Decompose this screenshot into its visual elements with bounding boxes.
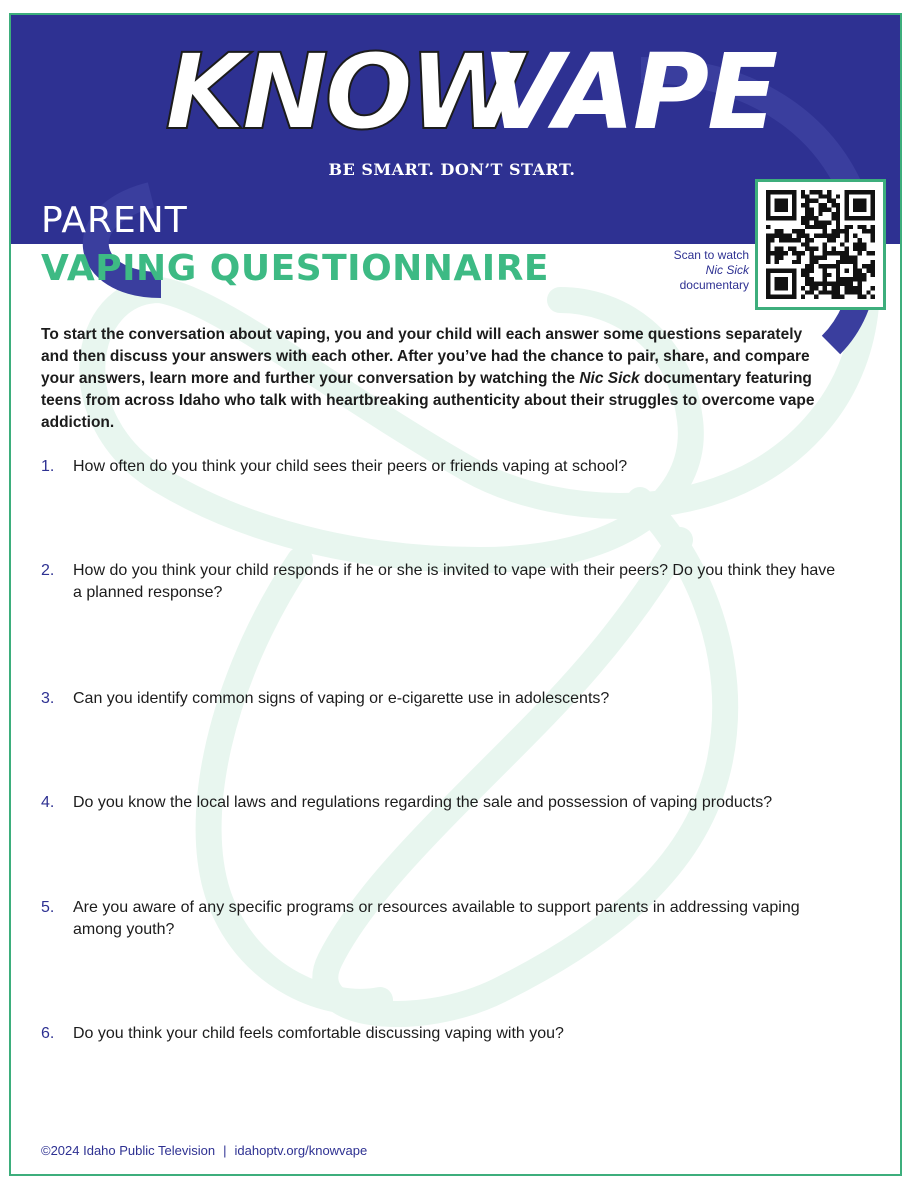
qr-module [831,234,835,238]
know-vape-logo [165,30,777,153]
qr-module [810,251,814,255]
intro-text-part1: To start the conversation about vaping, you and your child will each answer some questions separately and then discuss your answers with each other. After you’ve had the chance to pair, share, and compare your answers, learn more and further your conversation by watching the [41,326,810,387]
intro-text-part2: documentary featuring teens from across Idaho who talk with heartbreaking authenticity about their struggles to overcome vape addiction. [41,370,815,431]
qr-module [823,194,827,198]
qr-module [827,251,831,255]
qr-module [844,225,848,229]
qr-module [770,234,774,238]
qr-module [805,268,809,272]
question-text: How do you think your child responds if he or she is invited to vape with their peers? Do you think they have a planned response? [73,562,836,601]
qr-module [840,251,844,255]
qr-module [858,242,862,246]
qr-module [779,255,783,259]
qr-module [844,268,848,272]
question-number: 2. [41,562,55,579]
qr-module [801,216,805,220]
qr-module [827,190,831,194]
intro-paragraph [41,324,831,434]
qr-module [805,194,809,198]
qr-module [814,282,818,286]
question-number: 3. [41,690,55,707]
qr-module [770,238,774,242]
qr-module [779,234,783,238]
qr-module [871,264,875,268]
qr-module [853,199,866,212]
qr-module [858,247,862,251]
qr-module [810,268,814,272]
qr-module [836,207,840,211]
qr-module [871,251,875,255]
qr-module [818,264,822,268]
logo-know-text: KNOW [165,31,520,153]
qr-module [849,290,853,294]
qr-module [858,295,862,299]
qr-module [797,229,801,233]
qr-module [788,234,792,238]
page-title: VAPING QUESTIONNAIRE [41,248,550,289]
qr-module [818,212,822,216]
qr-module [831,290,835,294]
qr-module [805,282,809,286]
qr-module [805,225,809,229]
qr-module [792,229,796,233]
qr-module [770,251,774,255]
qr-module [871,295,875,299]
qr-module [814,216,818,220]
qr-module [818,207,822,211]
qr-module [871,234,875,238]
qr-module [801,286,805,290]
qr-module [871,238,875,242]
qr-module [858,251,862,255]
qr-module [766,238,770,242]
qr-module [827,264,831,268]
qr-module [805,277,809,281]
question-text: Can you identify common signs of vaping or e-cigarette use in adolescents? [73,690,610,707]
qr-module [779,251,783,255]
qr-module [831,282,835,286]
qr-module [805,264,809,268]
qr-module [814,260,818,264]
qr-module [805,247,809,251]
qr-module [814,295,818,299]
qr-module [871,273,875,277]
qr-module [831,247,835,251]
qr-module [858,225,862,229]
qr-module [866,251,870,255]
qr-module [818,221,822,225]
qr-module [853,290,857,294]
qr-module [818,194,822,198]
qr-module [844,286,848,290]
qr-module [775,199,788,212]
qr-module [766,225,770,229]
qr-module [831,238,835,242]
qr-module [801,203,805,207]
qr-module [797,255,801,259]
qr-module [827,234,831,238]
qr-module [788,247,792,251]
qr-module [766,260,770,264]
qr-module [766,247,770,251]
qr-module [810,212,814,216]
qr-module [823,221,827,225]
qr-module [836,194,840,198]
qr-module [805,216,809,220]
qr-module [818,255,822,259]
qr-module [836,221,840,225]
qr-module [862,225,866,229]
qr-module [853,242,857,246]
qr-module [805,234,809,238]
qr-module [853,234,857,238]
qr-module [871,260,875,264]
qr-module [836,216,840,220]
qr-module [810,282,814,286]
question-text: Do you think your child feels comfortable discussing vaping with you? [73,1025,564,1042]
tagline: BE SMART. DON’T START. [328,160,576,179]
qr-module [862,277,866,281]
qr-module [810,255,814,259]
qr-module [831,295,835,299]
qr-module [766,251,770,255]
qr-module [827,273,831,277]
qr-module [858,286,862,290]
qr-module [818,225,822,229]
qr-module [823,247,827,251]
qr-module [797,251,801,255]
qr-module [823,207,827,211]
qr-module [836,290,840,294]
qr-module [810,290,814,294]
qr-module [792,251,796,255]
qr-module [779,229,783,233]
qr-module [766,255,770,259]
qr-module [840,242,844,246]
footer-copyright: ©2024 Idaho Public Television [41,1143,216,1158]
qr-module [805,238,809,242]
qr-module [810,216,814,220]
qr-module [801,268,805,272]
qr-module [810,199,814,203]
qr-module [862,229,866,233]
qr-module [858,273,862,277]
qr-module [827,194,831,198]
qr-module [844,247,848,251]
qr-module [844,229,848,233]
qr-module [836,229,840,233]
qr-module [836,212,840,216]
qr-module [844,282,848,286]
qr-module [783,234,787,238]
qr-module [827,221,831,225]
qr-module [844,234,848,238]
qr-module [827,282,831,286]
footer-link[interactable]: idahoptv.org/knowvape [234,1143,368,1158]
qr-module [801,273,805,277]
qr-module [871,268,875,272]
qr-module [801,251,805,255]
qr-code-image [766,190,875,299]
qr-module [801,234,805,238]
qr-module [801,194,805,198]
qr-module [853,247,857,251]
qr-module [823,282,827,286]
qr-module [792,238,796,242]
qr-caption-line1: Scan to watch [673,248,749,262]
qr-module [862,247,866,251]
qr-module [810,190,814,194]
qr-module [831,212,835,216]
qr-module [810,238,814,242]
qr-module [823,255,827,259]
qr-module [775,251,779,255]
qr-module [792,247,796,251]
qr-module [818,234,822,238]
qr-module [810,277,814,281]
qr-module [818,203,822,207]
qr-module [836,203,840,207]
qr-module [823,277,827,281]
qr-module [814,225,818,229]
qr-module [797,234,801,238]
qr-module [810,286,814,290]
question-text: Do you know the local laws and regulations regarding the sale and possession of vaping products? [73,794,773,811]
qr-caption-line3: documentary [679,278,749,292]
question-number: 6. [41,1025,55,1042]
qr-module [831,199,835,203]
qr-module [858,290,862,294]
qr-module [805,207,809,211]
qr-module [866,268,870,272]
qr-module [766,234,770,238]
qr-module [814,199,818,203]
qr-module [810,260,814,264]
qr-module [862,264,866,268]
qr-module [775,260,779,264]
question-number: 1. [41,458,55,475]
qr-module [871,286,875,290]
qr-module [862,242,866,246]
qr-module [783,251,787,255]
subtitle-parent: PARENT [41,200,188,241]
qr-module [805,203,809,207]
qr-module [853,286,857,290]
qr-module [844,290,848,294]
qr-module [775,255,779,259]
qr-module [801,295,805,299]
qr-module [805,221,809,225]
qr-module [858,282,862,286]
qr-module [775,229,779,233]
qr-module [823,225,827,229]
qr-module [801,229,805,233]
qr-module [858,277,862,281]
qr-module [823,203,827,207]
qr-module [836,225,840,229]
qr-caption [674,248,749,293]
footer [41,1143,367,1158]
qr-module [831,216,835,220]
qr-module [814,221,818,225]
qr-module [779,238,783,242]
qr-module [836,251,840,255]
question-number: 4. [41,794,55,811]
question-text: How often do you think your child sees their peers or friends vaping at school? [73,458,628,475]
qr-module [858,238,862,242]
question-text: Are you aware of any specific programs or resources available to support parents in addressing vaping among youth? [73,899,800,938]
qr-module [827,199,831,203]
qr-module [766,242,770,246]
qr-module [871,229,875,233]
qr-module [840,295,844,299]
qr-module [823,273,827,277]
qr-module [858,268,862,272]
qr-module [788,238,792,242]
qr-module [831,251,835,255]
qr-module [805,199,809,203]
qr-module [853,255,857,259]
qr-module [862,295,866,299]
qr-module [827,238,831,242]
qr-module [849,282,853,286]
qr-module [836,286,840,290]
qr-module [783,238,787,242]
qr-module [840,255,844,259]
qr-module [814,247,818,251]
qr-module [823,268,827,272]
qr-module [844,238,848,242]
qr-module [849,255,853,259]
qr-module [866,290,870,294]
qr-module [866,229,870,233]
qr-module [871,225,875,229]
qr-module [823,234,827,238]
qr-module [823,229,827,233]
qr-module [805,212,809,216]
qr-module [823,290,827,294]
qr-module [775,277,788,290]
qr-module [775,234,779,238]
qr-module [823,286,827,290]
qr-module [823,242,827,246]
qr-module [797,260,801,264]
qr-module [814,190,818,194]
qr-module [827,207,831,211]
qr-module [814,286,818,290]
qr-module [823,264,827,268]
qr-module [797,238,801,242]
qr-module [827,290,831,294]
qr-module [831,264,835,268]
question-number: 5. [41,899,55,916]
qr-module [849,225,853,229]
qr-caption-title: Nic Sick [705,263,749,277]
qr-module [818,282,822,286]
qr-module [831,286,835,290]
qr-module [814,255,818,259]
qr-module [810,207,814,211]
qr-module [810,225,814,229]
qr-module [818,290,822,294]
qr-module [810,264,814,268]
qr-module [862,273,866,277]
qr-module [805,290,809,294]
qr-module [805,242,809,246]
qr-module [866,264,870,268]
qr-module [792,260,796,264]
qr-module [814,234,818,238]
qr-module [840,229,844,233]
qr-module [836,234,840,238]
qr-module [844,255,848,259]
qr-module [844,251,848,255]
intro-documentary-title: Nic Sick [579,370,640,387]
footer-separator: | [223,1143,227,1158]
qr-module [810,247,814,251]
qr-module [849,286,853,290]
qr-module [801,221,805,225]
qr-module [805,273,809,277]
qr-module [836,282,840,286]
qr-module [818,190,822,194]
qr-code[interactable] [755,179,886,310]
qr-module [775,247,779,251]
qr-module [836,295,840,299]
qr-module [779,247,783,251]
qr-module [840,282,844,286]
qr-module [831,203,835,207]
qr-module [823,251,827,255]
qr-module [831,229,835,233]
logo-vape-text: VAPE [483,31,777,153]
qr-module [801,242,805,246]
qr-module [801,190,805,194]
